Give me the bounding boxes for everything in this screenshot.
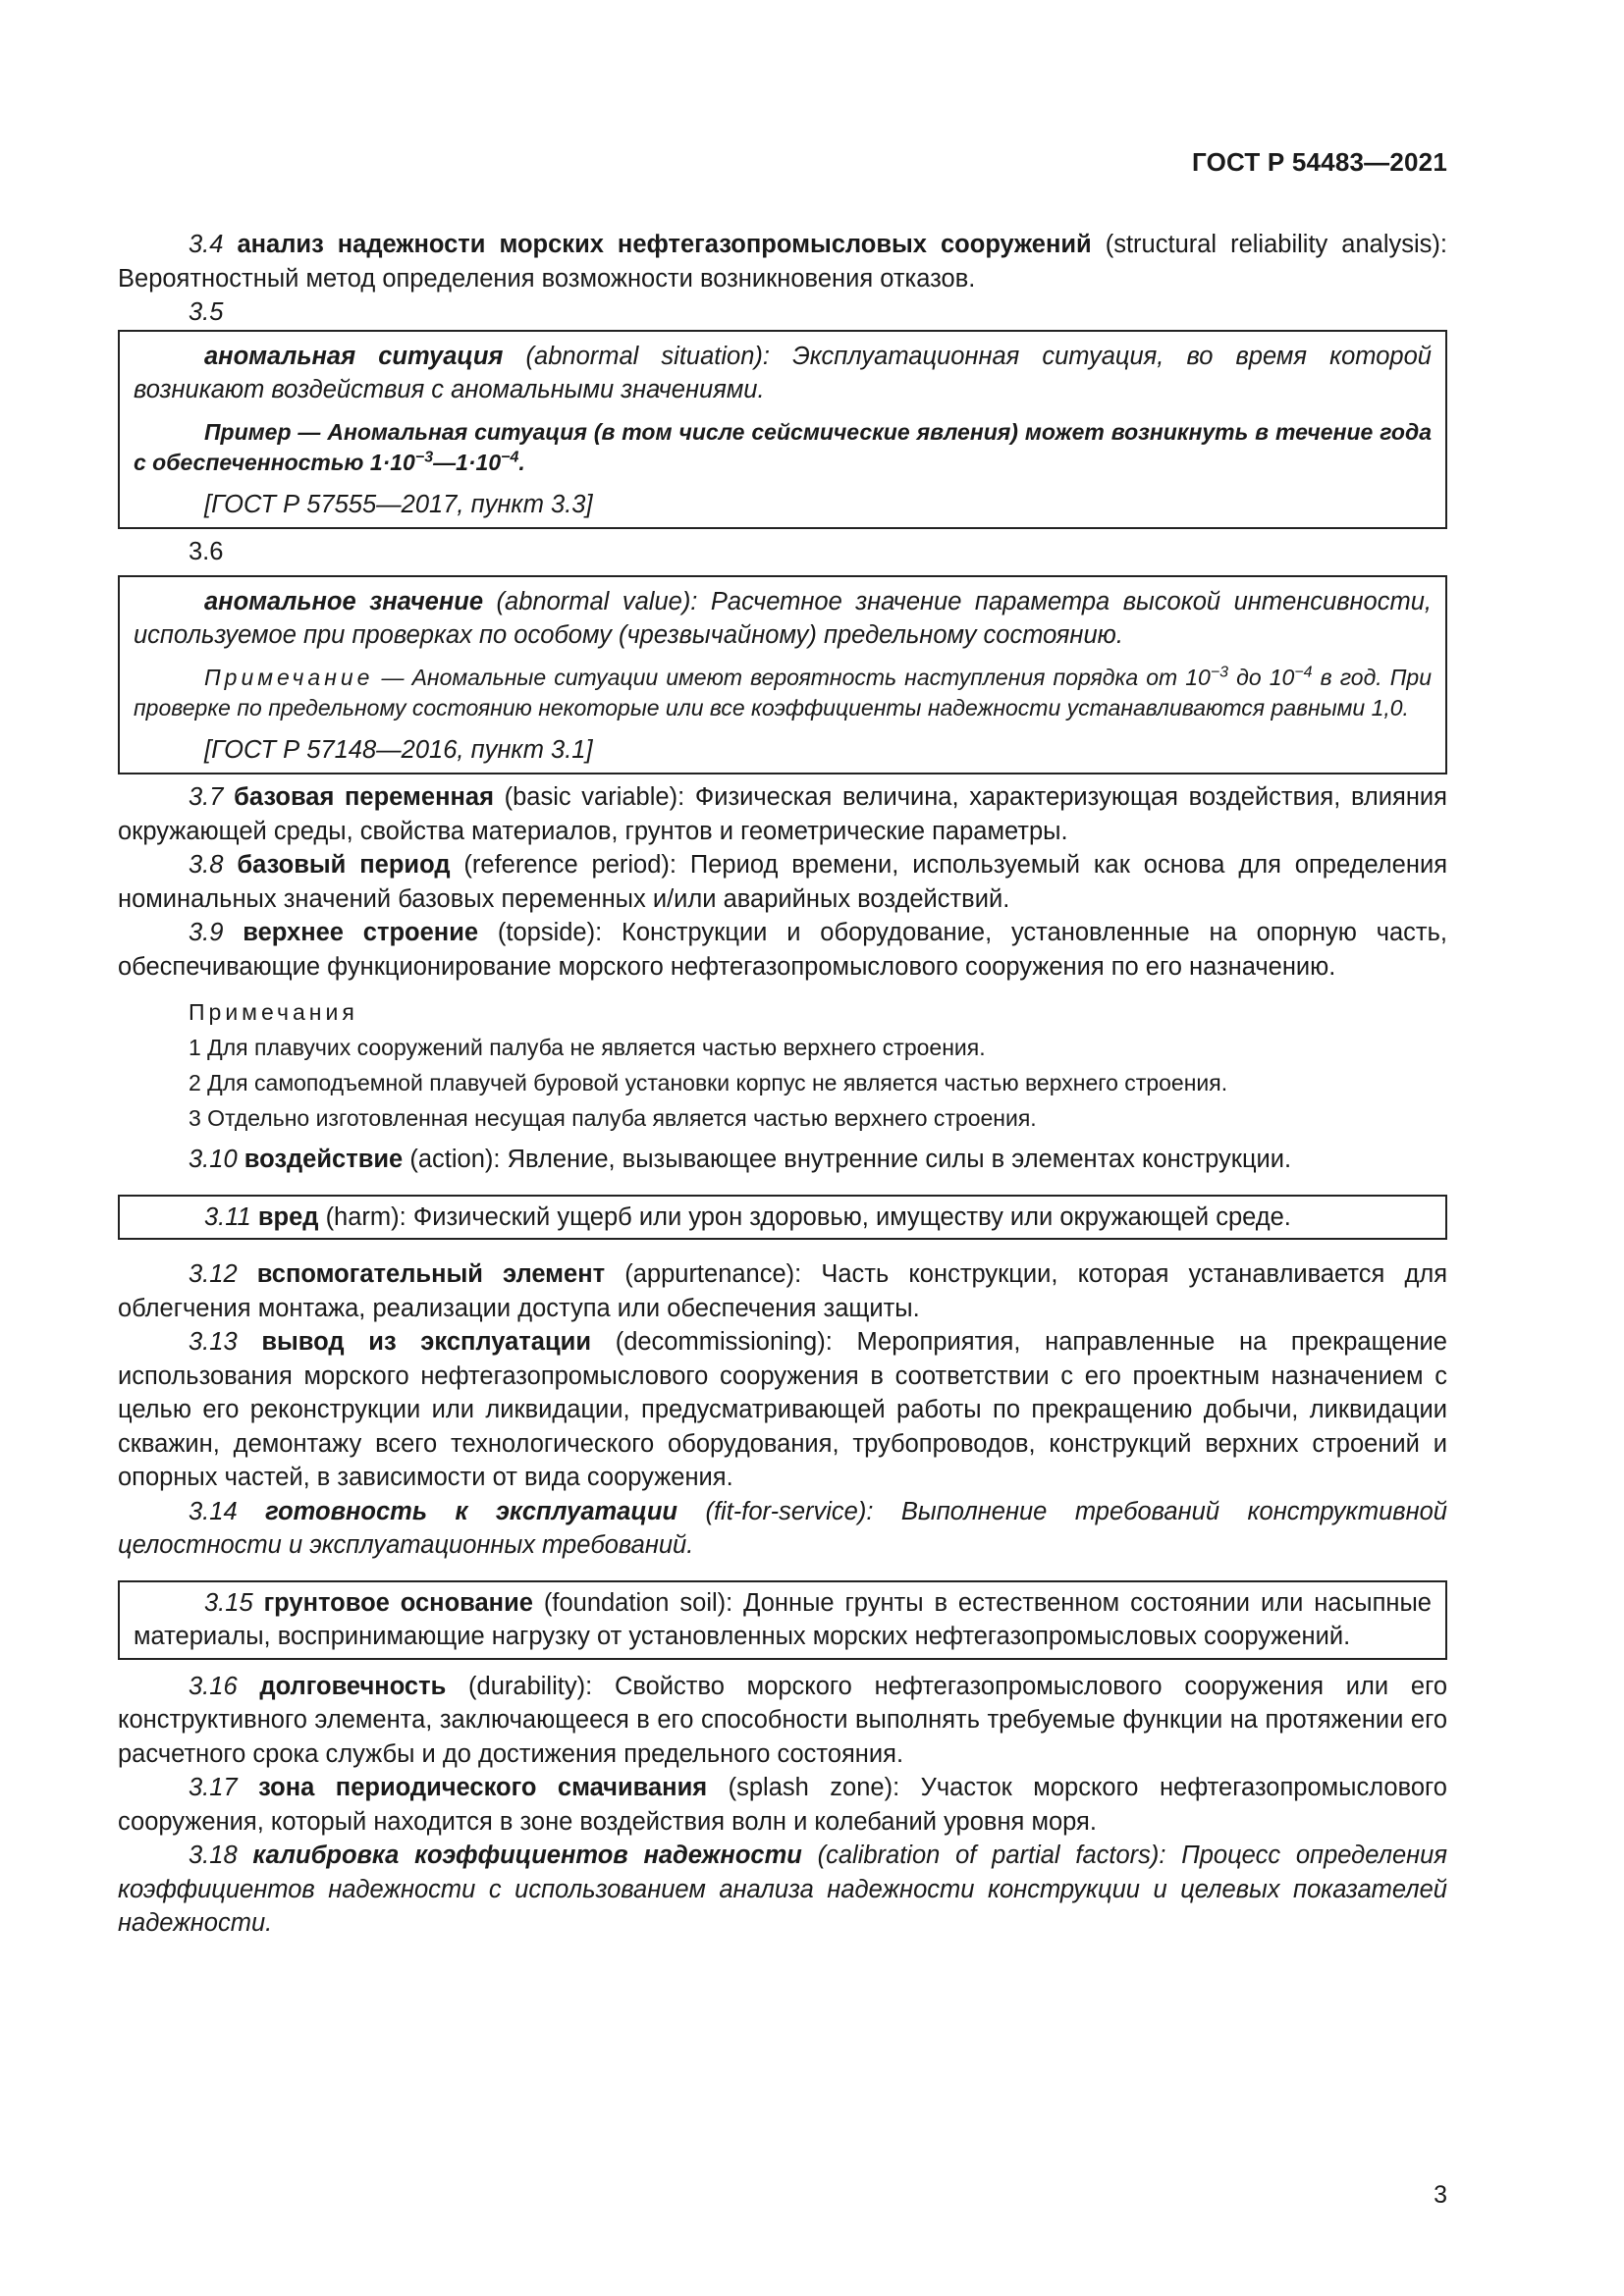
entry-3-6-reference: [ГОСТ Р 57148—2016, пункт 3.1] <box>204 735 593 764</box>
entry-english: (topside): <box>497 919 603 946</box>
entry-definition: Процесс определения коэффициентов надежности с использованием анализа надежности конструкции и целевых показателей надежности. <box>118 1842 1447 1937</box>
entry-term: верхнее строение <box>243 919 479 946</box>
note-item-2: 2 Для самоподъемной плавучей буровой установки корпус не является частью верхнего строения. <box>189 1070 1228 1095</box>
entry-definition: Эксплуатационная ситуация, во время которой возникают воздействия с аномальными значениями. <box>134 342 1432 403</box>
note-item-1: 1 Для плавучих сооружений палуба не является частью верхнего строения. <box>189 1035 986 1060</box>
entry-term: зона периодического смачивания <box>258 1774 708 1801</box>
entry-english: (durability): <box>468 1672 593 1700</box>
note-text-end: в год. При проверке по предельному состоянию некоторые или все коэффициенты надежности устанавливаются равными 1,0. <box>134 664 1433 721</box>
entry-english: (basic variable): <box>504 783 685 811</box>
document-id: ГОСТ Р 54483—2021 <box>1192 147 1447 177</box>
entry-english: (action): <box>409 1146 501 1173</box>
entry-definition: Явление, вызывающее внутренние силы в элементах конструкции. <box>507 1146 1292 1173</box>
entry-number: 3.17 <box>189 1774 238 1801</box>
note-text: — Аномальные ситуации имеют вероятность наступления порядка от 10 <box>373 664 1211 690</box>
notes-label: Примечания <box>189 999 358 1025</box>
exponent: −4 <box>1294 663 1313 680</box>
note-label: Примечание <box>204 664 374 690</box>
entry-definition: Мероприятия, направленные на прекращение использования морского нефтегазопромыслового сооружения в соответствии с его проектным назначением с целью его реконструкции или ликвидации, предусматривающей работы по прекращению добычи, ликвидации скважин, демонтажу всего технологического оборудования, трубопроводов, конструкций верхних строений и опорных частей, в зависимости от вида сооружения. <box>118 1328 1447 1491</box>
entry-english: (structural reliability analysis): <box>1105 231 1447 258</box>
entry-term: аномальное значение <box>204 587 484 615</box>
entry-english: (harm): <box>325 1202 406 1231</box>
entry-3-5-box <box>118 330 1447 530</box>
entry-number: 3.14 <box>189 1497 238 1525</box>
entry-definition: Донные грунты в естественном состоянии или насыпные материалы, воспринимающие нагрузку от установленных морских нефтегазопромысловых сооружений. <box>134 1588 1432 1650</box>
entry-term: долговечность <box>259 1672 447 1700</box>
entry-3-9 <box>118 916 1447 984</box>
entry-3-8 <box>118 848 1447 916</box>
entry-3-11-box <box>118 1195 1447 1241</box>
example-text: Пример — Аномальная ситуация (в том числе сейсмические явления) может возникнуть в течение года с обеспеченностью 1·10 <box>134 418 1432 475</box>
entry-english: (appurtenance): <box>624 1260 802 1288</box>
entry-term: калибровка коэффициентов надежности <box>252 1842 802 1869</box>
entry-english: (abnormal value): <box>496 587 698 615</box>
entry-english: (foundation soil): <box>543 1588 733 1617</box>
entry-definition: Конструкции и оборудование, установленные на опорную часть, обеспечивающие функционирование морского нефтегазопромыслового сооружения по его назначению. <box>118 919 1447 981</box>
entry-english: (calibration of partial factors): <box>817 1842 1166 1869</box>
entry-number: 3.7 <box>189 783 224 811</box>
entry-3-5-example <box>134 417 1432 478</box>
page-number: 3 <box>1434 2181 1447 2209</box>
note-text-mid: до 10 <box>1228 664 1295 690</box>
entry-term: анализ надежности морских нефтегазопромысловых сооружений <box>237 231 1092 258</box>
entry-3-6-definition <box>134 585 1432 653</box>
entry-3-11 <box>134 1201 1432 1235</box>
entry-3-12 <box>118 1257 1447 1325</box>
entry-definition: Выполнение требований конструктивной целостности и эксплуатационных требований. <box>118 1497 1447 1559</box>
entry-number: 3.4 <box>189 231 224 258</box>
entry-english: (reference period): <box>463 851 677 879</box>
entry-definition: Свойство морского нефтегазопромыслового сооружения или его конструктивного элемента, заключающееся в его способности выполнять требуемые функции на протяжении его расчетного срока службы и до достижения предельного состояния. <box>118 1672 1448 1768</box>
example-text-end: . <box>518 449 525 475</box>
entry-definition: Физический ущерб или урон здоровью, имуществу или окружающей среде. <box>412 1202 1291 1231</box>
entry-number: 3.11 <box>204 1202 251 1231</box>
entry-definition: Часть конструкции, которая устанавливается для облегчения монтажа, реализации доступа или обеспечения защиты. <box>118 1260 1448 1322</box>
entry-number: 3.16 <box>189 1672 238 1700</box>
entry-number: 3.15 <box>204 1588 253 1617</box>
entry-english: (decommissioning): <box>615 1328 833 1356</box>
entry-english: (fit-for-service): <box>705 1497 874 1525</box>
entry-3-6-number <box>118 535 1447 569</box>
entry-term: грунтовое основание <box>263 1588 533 1617</box>
entry-3-16 <box>118 1670 1447 1772</box>
entry-3-5-reference: [ГОСТ Р 57555—2017, пункт 3.3] <box>204 490 593 518</box>
exponent: −3 <box>414 448 434 465</box>
example-text-mid: —1·10 <box>433 449 502 475</box>
entry-3-17 <box>118 1771 1447 1839</box>
entry-term: вывод из эксплуатации <box>261 1328 591 1356</box>
entry-term: готовность к эксплуатации <box>265 1497 677 1525</box>
entry-3-4 <box>118 228 1447 295</box>
exponent: −3 <box>1210 663 1229 680</box>
entry-definition: Вероятностный метод определения возможности возникновения отказов. <box>118 264 976 293</box>
entry-number: 3.12 <box>189 1260 238 1288</box>
entry-english: (abnormal situation): <box>525 342 770 370</box>
entry-term: вред <box>257 1202 319 1231</box>
entry-term: базовый период <box>237 851 451 879</box>
entry-term: вспомогательный элемент <box>256 1260 606 1288</box>
entry-3-5-number <box>118 295 1447 330</box>
entry-3-15 <box>134 1586 1432 1654</box>
entry-3-6-note <box>134 663 1432 723</box>
entry-english: (splash zone): <box>728 1774 900 1801</box>
entry-number: 3.18 <box>189 1842 238 1869</box>
entry-definition: Расчетное значение параметра высокой интенсивности, используемое при проверках по особому (чрезвычайному) предельному состоянию. <box>134 587 1432 649</box>
entry-number: 3.9 <box>189 919 224 946</box>
exponent: −4 <box>501 448 519 465</box>
entry-term: аномальная ситуация <box>204 342 504 370</box>
entry-3-13 <box>118 1325 1447 1495</box>
entry-term: базовая переменная <box>234 783 494 811</box>
entry-definition: Период времени, используемый как основа для определения номинальных значений базовых переменных и/или аварийных воздействий. <box>118 851 1448 913</box>
entry-term: воздействие <box>244 1146 404 1173</box>
entry-3-10 <box>118 1143 1447 1177</box>
entry-3-14 <box>118 1495 1447 1563</box>
entry-definition: Физическая величина, характеризующая воздействия, влияния окружающей среды, свойства материалов, грунтов и геометрические параметры. <box>118 783 1447 845</box>
entry-number: 3.5 <box>189 298 224 326</box>
document-body <box>118 228 1447 1941</box>
entry-number: 3.6 <box>189 538 224 565</box>
entry-number: 3.10 <box>189 1146 238 1173</box>
entry-3-15-box <box>118 1580 1447 1660</box>
entry-definition: Участок морского нефтегазопромыслового сооружения, который находится в зоне воздействия волн и колебаний уровня моря. <box>118 1774 1447 1836</box>
note-item-3: 3 Отдельно изготовленная несущая палуба является частью верхнего строения. <box>189 1105 1037 1131</box>
entry-number: 3.13 <box>189 1328 238 1356</box>
entry-3-7 <box>118 780 1447 848</box>
entry-3-6-box <box>118 575 1447 775</box>
entry-number: 3.8 <box>189 851 224 879</box>
entry-3-18 <box>118 1839 1447 1941</box>
entry-3-5-definition <box>134 340 1432 407</box>
